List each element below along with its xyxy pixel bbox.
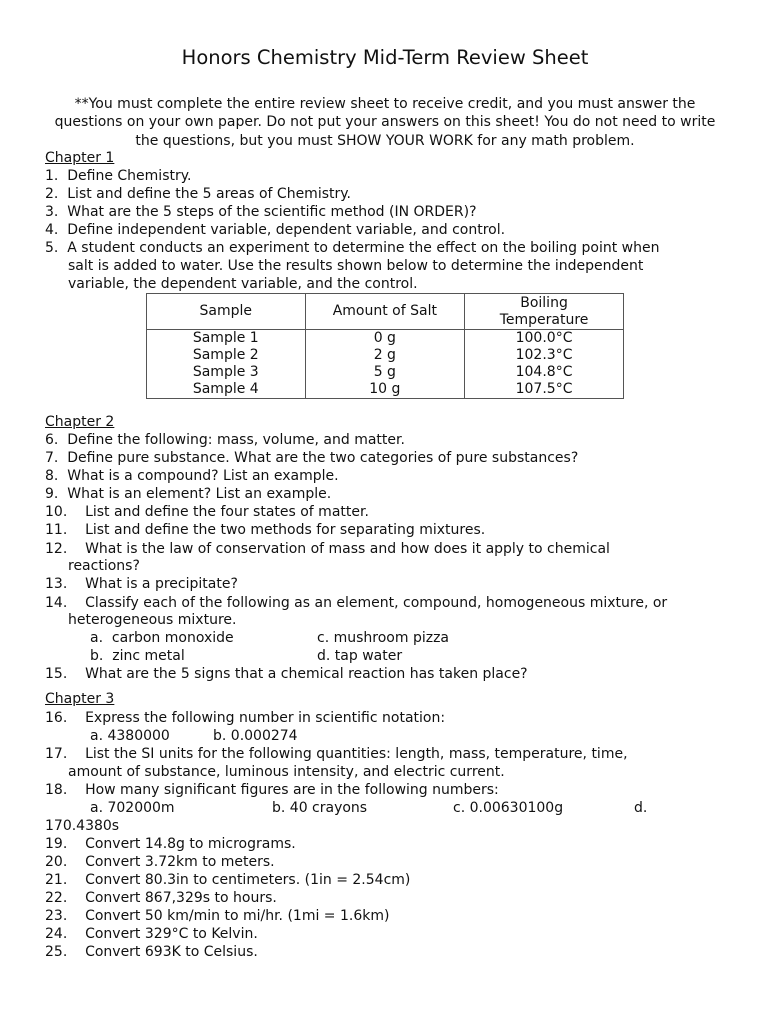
table-row <box>147 330 624 348</box>
question-14-line-1: 14. Classify each of the following as an element, compound, homogeneous mixture, or <box>45 595 668 611</box>
question-18-option-d-label: d. <box>634 800 648 816</box>
table-cell: 10 g <box>305 381 465 399</box>
question-16: 16. Express the following number in scientific notation: <box>45 710 446 726</box>
question-22: 22. Convert 867,329s to hours. <box>45 890 277 906</box>
question-20: 20. Convert 3.72km to meters. <box>45 854 275 870</box>
question-5-line-2: salt is added to water. Use the results shown below to determine the independent <box>68 258 644 274</box>
question-17-line-2: amount of substance, luminous intensity, and electric current. <box>68 764 505 780</box>
question-10: 10. List and define the four states of matter. <box>45 504 369 520</box>
header-amount-of-salt: Amount of Salt <box>305 294 465 330</box>
question-14-line-2: heterogeneous mixture. <box>68 612 237 628</box>
table-cell: 102.3°C <box>465 347 624 364</box>
question-8: 8. What is a compound? List an example. <box>45 468 339 484</box>
table-cell: 104.8°C <box>465 364 624 381</box>
table-cell: Sample 4 <box>147 381 306 399</box>
question-14-option-b: b. zinc metal <box>90 648 185 664</box>
question-7: 7. Define pure substance. What are the two categories of pure substances? <box>45 450 579 466</box>
question-14-option-d: d. tap water <box>317 648 403 664</box>
table-row <box>147 381 624 399</box>
table-cell: Sample 3 <box>147 364 306 381</box>
question-16-option-a: a. 4380000 <box>90 728 170 744</box>
chapter-1-heading: Chapter 1 <box>45 150 115 166</box>
table-row <box>147 347 624 364</box>
question-18: 18. How many significant figures are in the following numbers: <box>45 782 499 798</box>
question-6: 6. Define the following: mass, volume, and matter. <box>45 432 405 448</box>
table-cell: 2 g <box>305 347 465 364</box>
question-18-option-d-value: 170.4380s <box>45 818 120 834</box>
question-13: 13. What is a precipitate? <box>45 576 238 592</box>
chapter-2-heading: Chapter 2 <box>45 414 115 430</box>
question-12-line-1: 12. What is the law of conservation of mass and how does it apply to chemical <box>45 541 610 557</box>
question-17-line-1: 17. List the SI units for the following quantities: length, mass, temperature, time, <box>45 746 628 762</box>
question-16-option-b: b. 0.000274 <box>213 728 298 744</box>
page-title: Honors Chemistry Mid-Term Review Sheet <box>181 46 589 69</box>
table-header-row <box>147 294 624 330</box>
question-9: 9. What is an element? List an example. <box>45 486 332 502</box>
question-19: 19. Convert 14.8g to micrograms. <box>45 836 296 852</box>
question-25: 25. Convert 693K to Celsius. <box>45 944 258 960</box>
question-4: 4. Define independent variable, dependent variable, and control. <box>45 222 506 238</box>
question-14-option-a: a. carbon monoxide <box>90 630 234 646</box>
table-cell: 0 g <box>305 330 465 348</box>
table-row <box>147 364 624 381</box>
boiling-point-table <box>146 293 624 399</box>
header-sample: Sample <box>147 294 306 330</box>
table-cell: 107.5°C <box>465 381 624 399</box>
question-18-option-b: b. 40 crayons <box>272 800 368 816</box>
question-18-option-a: a. 702000m <box>90 800 175 816</box>
question-5-line-1: 5. A student conducts an experiment to determine the effect on the boiling point when <box>45 240 660 256</box>
question-1: 1. Define Chemistry. <box>45 168 192 184</box>
question-21: 21. Convert 80.3in to centimeters. (1in = 2.54cm) <box>45 872 411 888</box>
question-12-line-2: reactions? <box>68 558 140 574</box>
table-cell: Sample 2 <box>147 347 306 364</box>
question-2: 2. List and define the 5 areas of Chemistry. <box>45 186 351 202</box>
question-14-option-c: c. mushroom pizza <box>317 630 449 646</box>
question-15: 15. What are the 5 signs that a chemical reaction has taken place? <box>45 666 528 682</box>
table-cell: Sample 1 <box>147 330 306 348</box>
question-18-option-c: c. 0.00630100g <box>453 800 564 816</box>
question-5-line-3: variable, the dependent variable, and the control. <box>68 276 418 292</box>
question-3: 3. What are the 5 steps of the scientific method (IN ORDER)? <box>45 204 477 220</box>
question-24: 24. Convert 329°C to Kelvin. <box>45 926 258 942</box>
header-boiling-temperature: Boiling Temperature <box>465 294 624 330</box>
instructions-paragraph: **You must complete the entire review sheet to receive credit, and you must answer the questions on your own paper. Do not put your answers on this sheet! You do not need to write the questions, but you must SHOW YOUR WORK for any math problem. <box>54 96 716 149</box>
chapter-3-heading: Chapter 3 <box>45 691 115 707</box>
question-11: 11. List and define the two methods for separating mixtures. <box>45 522 486 538</box>
table-cell: 100.0°C <box>465 330 624 348</box>
question-23: 23. Convert 50 km/min to mi/hr. (1mi = 1.6km) <box>45 908 390 924</box>
table-cell: 5 g <box>305 364 465 381</box>
